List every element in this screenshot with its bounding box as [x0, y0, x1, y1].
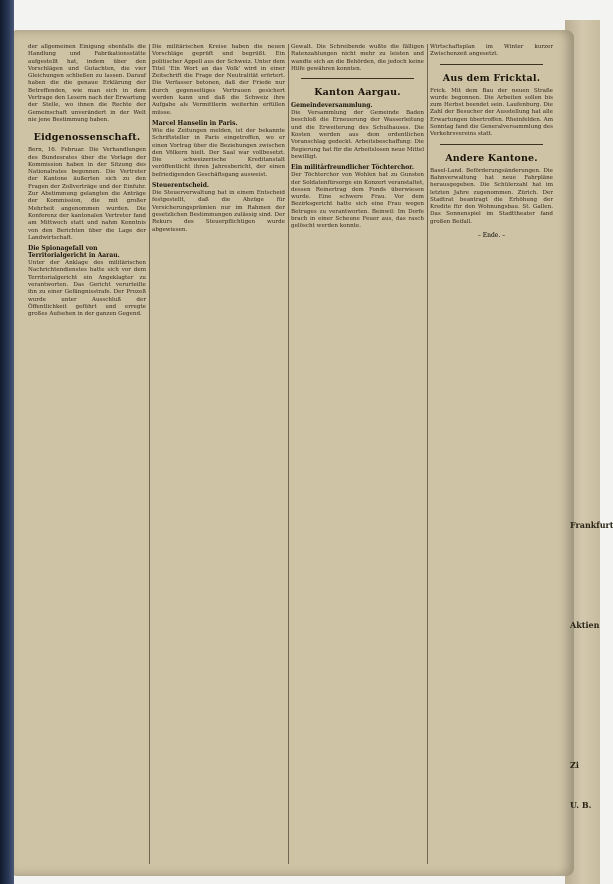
column-rule [427, 44, 428, 864]
edge-label: Frankfurt [570, 520, 613, 530]
edge-label: U. B. [570, 800, 592, 810]
article-text: Unter der Anklage des militärischen Nachrichtendienstes hatte sich vor dem Territorialgericht ein Angeklagter zu verantworten. Das Gericht verurteilte ihn zu einer Gefängnisstrafe. Der Prozeß wurde unter Ausschluß der Öffentlichkeit geführt und erregte großes Aufsehen in der ganzen Gegend. [28, 260, 146, 318]
article-text: Die militärischen Kreise haben die neuen Vorschläge geprüft und begrüßt. Ein politischer Appell aus der Schweiz. Unter dem Titel 'Ein Wort an das Volk' wird in einer Zeitschrift die Frage der Neutralität erörtert. Die Verfasser betonen, daß der Friede nur durch gegenseitiges Vertrauen gesichert werden kann und daß die Schweiz ihre Aufgabe als Vermittlerin weiterhin erfüllen müsse. [152, 44, 285, 116]
section-heading: Eidgenossenschaft. [33, 132, 141, 144]
end-marker: – Ende. – [477, 232, 506, 240]
article-subheading: Ein militärfreundlicher Töchterchor. [291, 164, 414, 172]
article-text: Frick. Mit dem Bau der neuen Straße wurde begonnen. Die Arbeiten sollen bis zum Herbst beendet sein. Laufenburg. Die Zahl der Besucher der Ausstellung hat alle Erwartungen übertroffen. Rheinfelden. Am Sonntag fand die Generalversammlung des Verkehrsvereins statt. [430, 87, 553, 138]
article-subheading: Marcel Hanselin in Paris. [152, 119, 238, 127]
article-text: Basel-Land. Beförderungsänderungen. Die Bahnverwaltung hat neue Fahrpläne herausgegeben. Die Schülerzahl hat im letzten Jahre zugenommen. Zürich. Der Stadtrat beantragt die Erhöhung der Kredite für den Wohnungsbau. St. Gallen. Das Sonnenspiel im Stadttheater fand großen Beifall. [430, 167, 553, 225]
book-binding [0, 0, 14, 884]
section-heading: Aus dem Fricktal. [442, 72, 541, 84]
column-rule [149, 44, 150, 864]
article-text: Der Töchterchor von Wohlen hat zu Gunsten der Soldatenfürsorge ein Konzert veranstaltet, dessen Reinertrag dem Fonds überwiesen wurde. Eine schwere Frau. Vor dem Bezirksgericht hatte sich eine Frau wegen Betruges zu verantworten. Beinwil: Im Dorfe brach in einer Scheune Feuer aus, das rasch gelöscht werden konnte. [291, 172, 424, 230]
newspaper-columns [28, 44, 553, 864]
article-text: Wirtschaftsplan im Winter kurzer Zwischenzeit angesetzt. [430, 44, 553, 58]
article-text: der allgemeinen Einigung ebenfalls die Handlung und Fabrikationsstätte aufgestellt hat, indem über den Vorschlägen und Gutachten, die vier Gleichungen schließen zu lassen. Darauf haben die die genaue Erklärung der Betreffenden, wie man sich in dem Vertrage den Lesern nach der Erwartung der Stelle, wo ihnen die Rechte der Gemeinschaft unverändert in der Welt nie jene Bestimmung haben. [28, 44, 146, 123]
column-3 [291, 44, 424, 864]
divider [301, 78, 414, 79]
article-subheading: Die Spionagefall von Territorialgericht in Aarau. [28, 245, 120, 260]
divider [440, 64, 543, 65]
section-heading: Andere Kantone. [445, 152, 538, 164]
article-text: Die Versammlung der Gemeinde Baden beschloß die Erneuerung der Wasserleitung und die Erweiterung des Schulhauses. Die Kosten werden aus dem ordentlichen Voranschlag gedeckt. Arbeitsbeschaffung: Die Regierung hat für die Arbeitslosen neue Mittel bewilligt. [291, 110, 424, 160]
article-subheading: Gemeindeversammlung. [291, 102, 373, 110]
column-4 [430, 44, 553, 864]
article-text: Wie die Zeitungen melden, ist der bekannte Schriftsteller in Paris eingetroffen, wo er einen Vortrag über die Beziehungen zwischen den Völkern hielt. Der Saal war vollbesetzt. Die schweizerische Kreditanstalt veröffentlicht ihren Jahresbericht, der einen befriedigenden Geschäftsgang ausweist. [152, 127, 285, 178]
article-subheading: Steuerentscheid. [152, 182, 209, 190]
section-heading: Kanton Aargau. [314, 87, 401, 99]
article-text: Gewalt. Die Schreibende wußte die fälligen Ratenzahlungen nicht mehr zu leisten und wandte sich an die Behörden, die jedoch keine Hilfe gewähren konnten. [291, 44, 424, 72]
column-rule [288, 44, 289, 864]
column-2 [152, 44, 285, 864]
article-text: Die Steuerverwaltung hat in einem Entscheid festgestellt, daß die Abzüge für Versicherungsprämien nur im Rahmen der gesetzlichen Bestimmungen zulässig sind. Der Rekurs des Steuerpflichtigen wurde abgewiesen. [152, 190, 285, 233]
article-text: Bern, 16. Februar. Die Verhandlungen des Bundesrates über die Vorlage der Kommission haben in der Sitzung des Nationalrates begonnen. Die Vertreter der Kantone äußerten sich zu den Fragen der Zollverträge und der Einfuhr. Zur Abstimmung gelangten die Anträge der Kommission, die mit großer Mehrheit angenommen wurden. Die Konferenz der kantonalen Vertreter fand am Mittwoch statt und nahm Kenntnis von den Berichten über die Lage der Landwirtschaft. [28, 147, 146, 241]
column-1 [28, 44, 146, 864]
divider [440, 144, 543, 145]
edge-label: Aktien [570, 620, 600, 630]
edge-label: Zi [570, 760, 579, 770]
